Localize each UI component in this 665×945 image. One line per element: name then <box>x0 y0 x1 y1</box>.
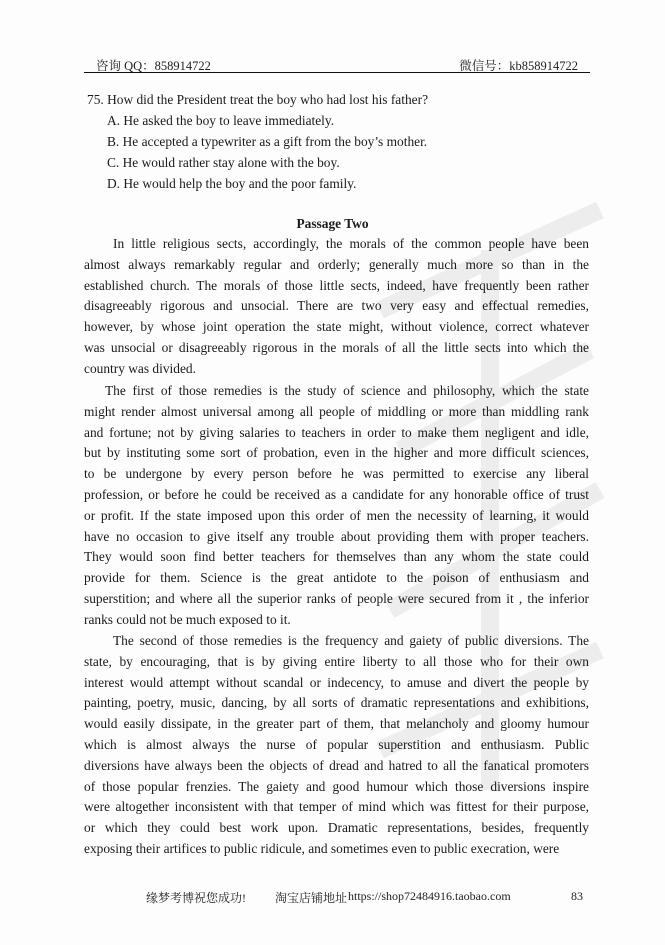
paragraph-1 <box>84 234 589 380</box>
paragraph-line: but by instituting some sort of probation, even in the higher and more difficult sciences, <box>84 445 589 461</box>
paragraph-line: painting, poetry, music, dancing, by all sorts of dramatic representations and exhibitions, <box>84 695 589 711</box>
paragraph-line: profession, or before he could be received as a candidate for any honorable office of trust <box>84 486 589 502</box>
footer-slogan: 缘梦考博祝您成功! <box>146 891 246 905</box>
option-d: D. He would help the boy and the poor family. <box>107 176 357 191</box>
paragraph-line: established church. The morals of those little sects, indeed, have frequently been rather <box>84 277 589 293</box>
paragraph-line: ranks could not be much exposed to it. <box>84 611 291 627</box>
paragraph-3 <box>84 631 589 860</box>
header-wechat-contact: 微信号：kb858914722 <box>459 59 578 73</box>
paragraph-line: were altogether inconsistent with that temper of mind which was fittest for their purpose, <box>84 799 589 815</box>
passage-title: Passage Two <box>296 216 369 231</box>
paragraph-line: In little religious sects, accordingly, the morals of the common people have been <box>113 236 589 251</box>
paragraph-line: diversions have always been the objects of dread and hatred to all the fanatical promoters <box>84 757 589 773</box>
paragraph-line: might render almost universal among all people of middling or more than middling rank <box>84 403 589 419</box>
paragraph-line: state, by encouraging, that is by giving entire liberty to all those who for their own <box>84 653 589 669</box>
paragraph-line: disagreeably rigorous and unsocial. There are two very easy and effectual remedies, <box>84 298 589 314</box>
paragraph-line: interest would attempt without scandal or indecency, to amuse and divert the people by <box>84 674 589 690</box>
paragraph-line: The first of those remedies is the study of science and philosophy, which the state <box>105 383 589 398</box>
paragraph-line: was unsocial or disagreeably rigorous in the morals of all the little sects into which the <box>84 339 589 355</box>
paragraph-line: almost always remarkably regular and orderly; generally much more so than in the <box>84 256 589 272</box>
paragraph-line: or profit. If the state imposed upon this order of men the necessity of learning, it would <box>84 507 589 523</box>
footer-shop-label: 淘宝店铺地址 <box>275 891 348 905</box>
paragraph-line: would easily dissipate, in the greater part of them, that melancholy and gloomy humour <box>84 716 589 732</box>
paragraph-line: and fortune; not by giving salaries to teachers in order to make them negligent and idle, <box>84 424 589 440</box>
paragraph-2 <box>84 381 589 631</box>
footer-shop-url[interactable]: https://shop72484916.taobao.com <box>348 889 511 903</box>
paragraph-line: or which they could best work upon. Dramatic representations, besides, frequently <box>84 820 589 836</box>
paragraph-line: to be undergone by every person before he was permitted to exercise any liberal <box>84 466 589 482</box>
paragraph-line: provide for them. Science is the great antidote to the poison of enthusiasm and <box>84 570 589 586</box>
paragraph-line: exposing their artifices to public ridicule, and sometimes even to public execration, were <box>84 840 560 856</box>
header-qq-contact: 咨询 QQ：858914722 <box>96 59 211 73</box>
paragraph-line: of those popular frenzies. The gaiety and good humour which those diversions inspire <box>84 778 589 794</box>
page-header <box>84 56 590 72</box>
paragraph-line: The second of those remedies is the frequency and gaiety of public diversions. The <box>113 633 589 648</box>
option-b: B. He accepted a typewriter as a gift from the boy’s mother. <box>107 134 428 149</box>
header-rule <box>84 72 590 73</box>
option-a: A. He asked the boy to leave immediately. <box>107 113 335 128</box>
paragraph-line: however, by whose joint operation the state might, without violence, correct whatever <box>84 319 589 335</box>
question-75 <box>87 89 428 194</box>
paragraph-line: country was divided. <box>84 360 196 376</box>
paragraph-line: have no occasion to give itself any trouble about providing them with proper teachers. <box>84 528 589 544</box>
paragraph-line: They would soon find better teachers for themselves than any whom the state could <box>84 549 589 565</box>
paragraph-line: superstition; and where all the superior ranks of people were secured from it , the inferior <box>84 590 589 606</box>
option-c: C. He would rather stay alone with the boy. <box>107 155 340 170</box>
question-text: 75. How did the President treat the boy who had lost his father? <box>87 92 429 107</box>
paragraph-line: which is almost always the nurse of popular superstition and enthusiasm. Public <box>84 736 589 752</box>
page-number: 83 <box>571 889 583 903</box>
